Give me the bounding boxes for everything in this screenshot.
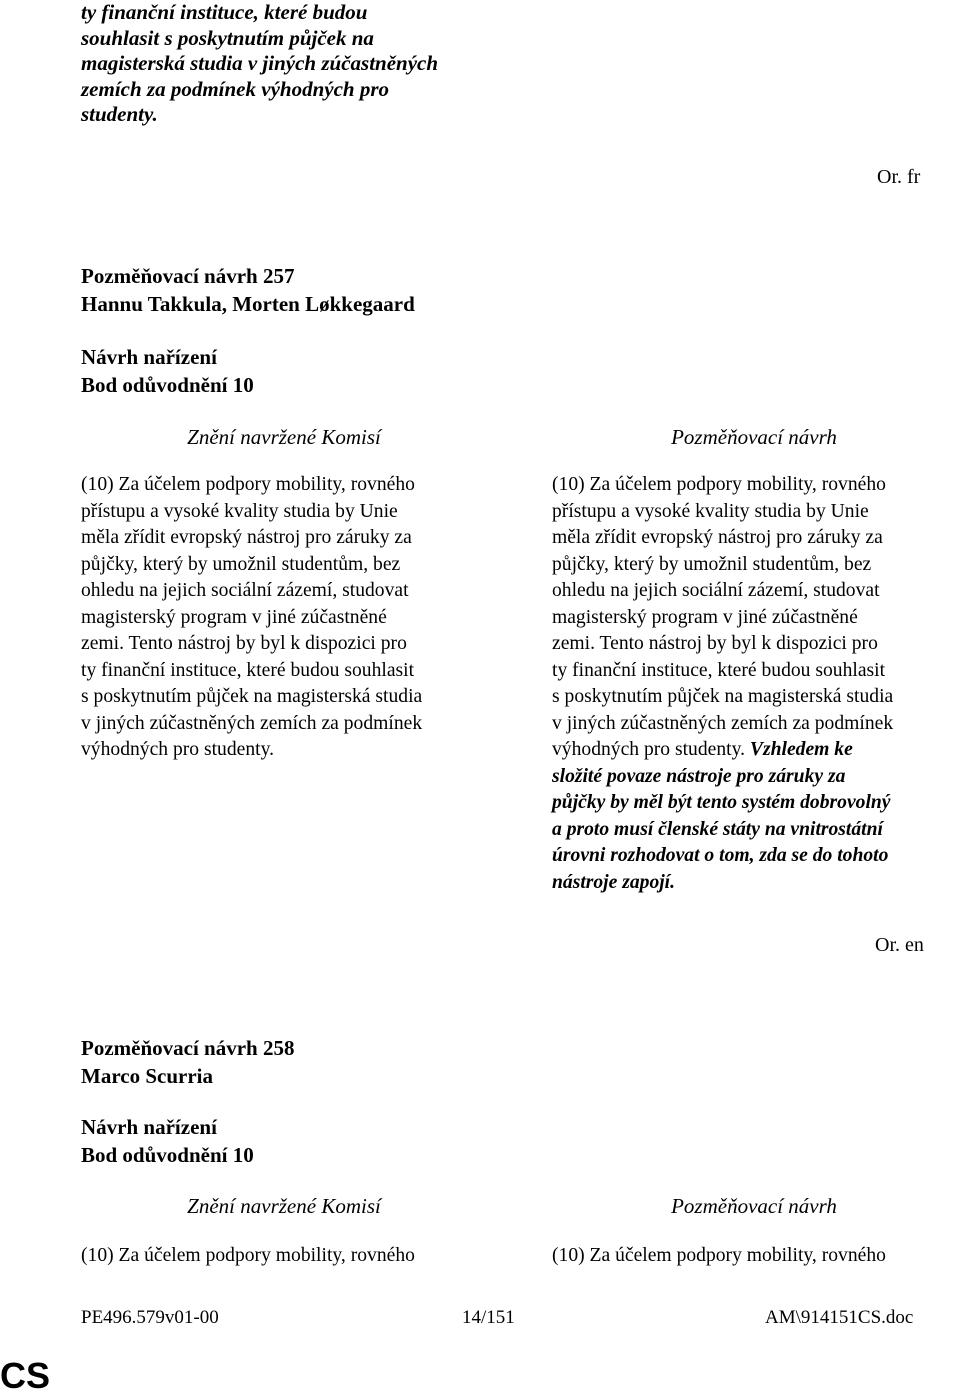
text-plain: výhodných pro studenty. <box>552 739 750 760</box>
text-line: půjčky, který by umožnil studentům, bez <box>552 553 872 575</box>
text-line-emphasis: složité povaze nástroje pro záruky za <box>552 765 846 787</box>
text-line: měla zřídit evropský nástroj pro záruky za <box>552 527 883 548</box>
text-line: přístupu a vysoké kvality studia by Unie <box>552 500 869 522</box>
document-reference: PE496.579v01-00 <box>81 1307 219 1328</box>
previous-amendment-text <box>81 0 461 128</box>
amendment-text <box>552 472 960 896</box>
column-header-commission: Znění navržené Komisí <box>187 425 381 449</box>
text-line: zemi. Tento nástroj by byl k dispozici pro <box>81 633 407 654</box>
recital-label: Bod odůvodnění 10 <box>81 1143 254 1167</box>
text-line: (10) Za účelem podpory mobility, rovného <box>552 1245 886 1266</box>
file-name: AM\914151CS.doc <box>765 1307 914 1328</box>
text-line-emphasis: úrovni rozhodovat o tom, zda se do tohoto <box>552 845 889 866</box>
text-line <box>552 737 960 764</box>
text-line: studenty. <box>81 102 158 126</box>
text-line: přístupu a vysoké kvality studia by Unie <box>81 500 398 522</box>
text-line: souhlasit s poskytnutím půjček na <box>81 25 374 50</box>
text-line: měla zřídit evropský nástroj pro záruky za <box>81 527 412 548</box>
text-line: ohledu na jejich sociální zázemí, studovat <box>552 580 880 601</box>
text-line: magisterský program v jiné zúčastněné <box>81 606 387 628</box>
text-line-emphasis: a proto musí členské státy na vnitrostátní <box>552 818 883 840</box>
text-line-emphasis: půjčky by měl být tento systém dobrovolný <box>552 792 891 813</box>
page-number: 14/151 <box>462 1307 515 1328</box>
proposal-label: Návrh nařízení <box>81 1115 217 1139</box>
text-line: magisterská studia v jiných zúčastněných <box>81 51 439 75</box>
text-line: s poskytnutím půjček na magisterská studia <box>552 686 894 707</box>
recital-label: Bod odůvodnění 10 <box>81 373 254 397</box>
text-line: v jiných zúčastněných zemích za podmínek <box>81 712 423 734</box>
origin-language-label: Or. en <box>875 934 924 956</box>
text-line: magisterský program v jiné zúčastněné <box>552 606 858 628</box>
text-line: půjčky, který by umožnil studentům, bez <box>81 553 401 575</box>
amendment-title: Pozměňovací návrh 258 <box>81 1036 295 1060</box>
text-line: (10) Za účelem podpory mobility, rovného <box>81 474 415 495</box>
origin-language-label: Or. fr <box>877 166 921 188</box>
commission-text <box>81 472 491 764</box>
amendment-text <box>552 1243 960 1270</box>
text-line-emphasis: nástroje zapojí. <box>552 871 676 893</box>
commission-text <box>81 1243 491 1270</box>
amendment-authors: Hannu Takkula, Morten Løkkegaard <box>81 292 415 316</box>
text-line: v jiných zúčastněných zemích za podmínek <box>552 712 894 734</box>
text-line: (10) Za účelem podpory mobility, rovného <box>552 474 886 495</box>
proposal-label: Návrh nařízení <box>81 345 217 369</box>
column-header-amendment: Pozměňovací návrh <box>671 1194 837 1218</box>
text-line: výhodných pro studenty. <box>81 739 275 760</box>
language-code: CS <box>0 1355 51 1396</box>
column-header-amendment: Pozměňovací návrh <box>671 425 837 449</box>
amendment-258-header <box>81 1034 294 1090</box>
text-line: s poskytnutím půjček na magisterská studia <box>81 686 423 707</box>
column-header-commission: Znění navržené Komisí <box>187 1194 381 1218</box>
text-line: ty finanční instituce, které budou souhlasit <box>552 659 886 681</box>
text-line: zemích za podmínek výhodných pro <box>81 76 389 101</box>
text-line: zemi. Tento nástroj by byl k dispozici pro <box>552 633 878 654</box>
text-emphasis: Vzhledem ke <box>749 739 853 760</box>
text-line: ohledu na jejich sociální zázemí, studovat <box>81 580 409 601</box>
amendment-257-reference <box>81 343 254 399</box>
amendment-authors: Marco Scurria <box>81 1064 213 1088</box>
text-line: ty finanční instituce, které budou souhlasit <box>81 659 415 681</box>
amendment-title: Pozměňovací návrh 257 <box>81 264 295 288</box>
amendment-258-reference <box>81 1113 254 1169</box>
text-line: (10) Za účelem podpory mobility, rovného <box>81 1245 415 1266</box>
amendment-257-header <box>81 262 415 318</box>
text-line: ty finanční instituce, které budou <box>81 0 368 24</box>
